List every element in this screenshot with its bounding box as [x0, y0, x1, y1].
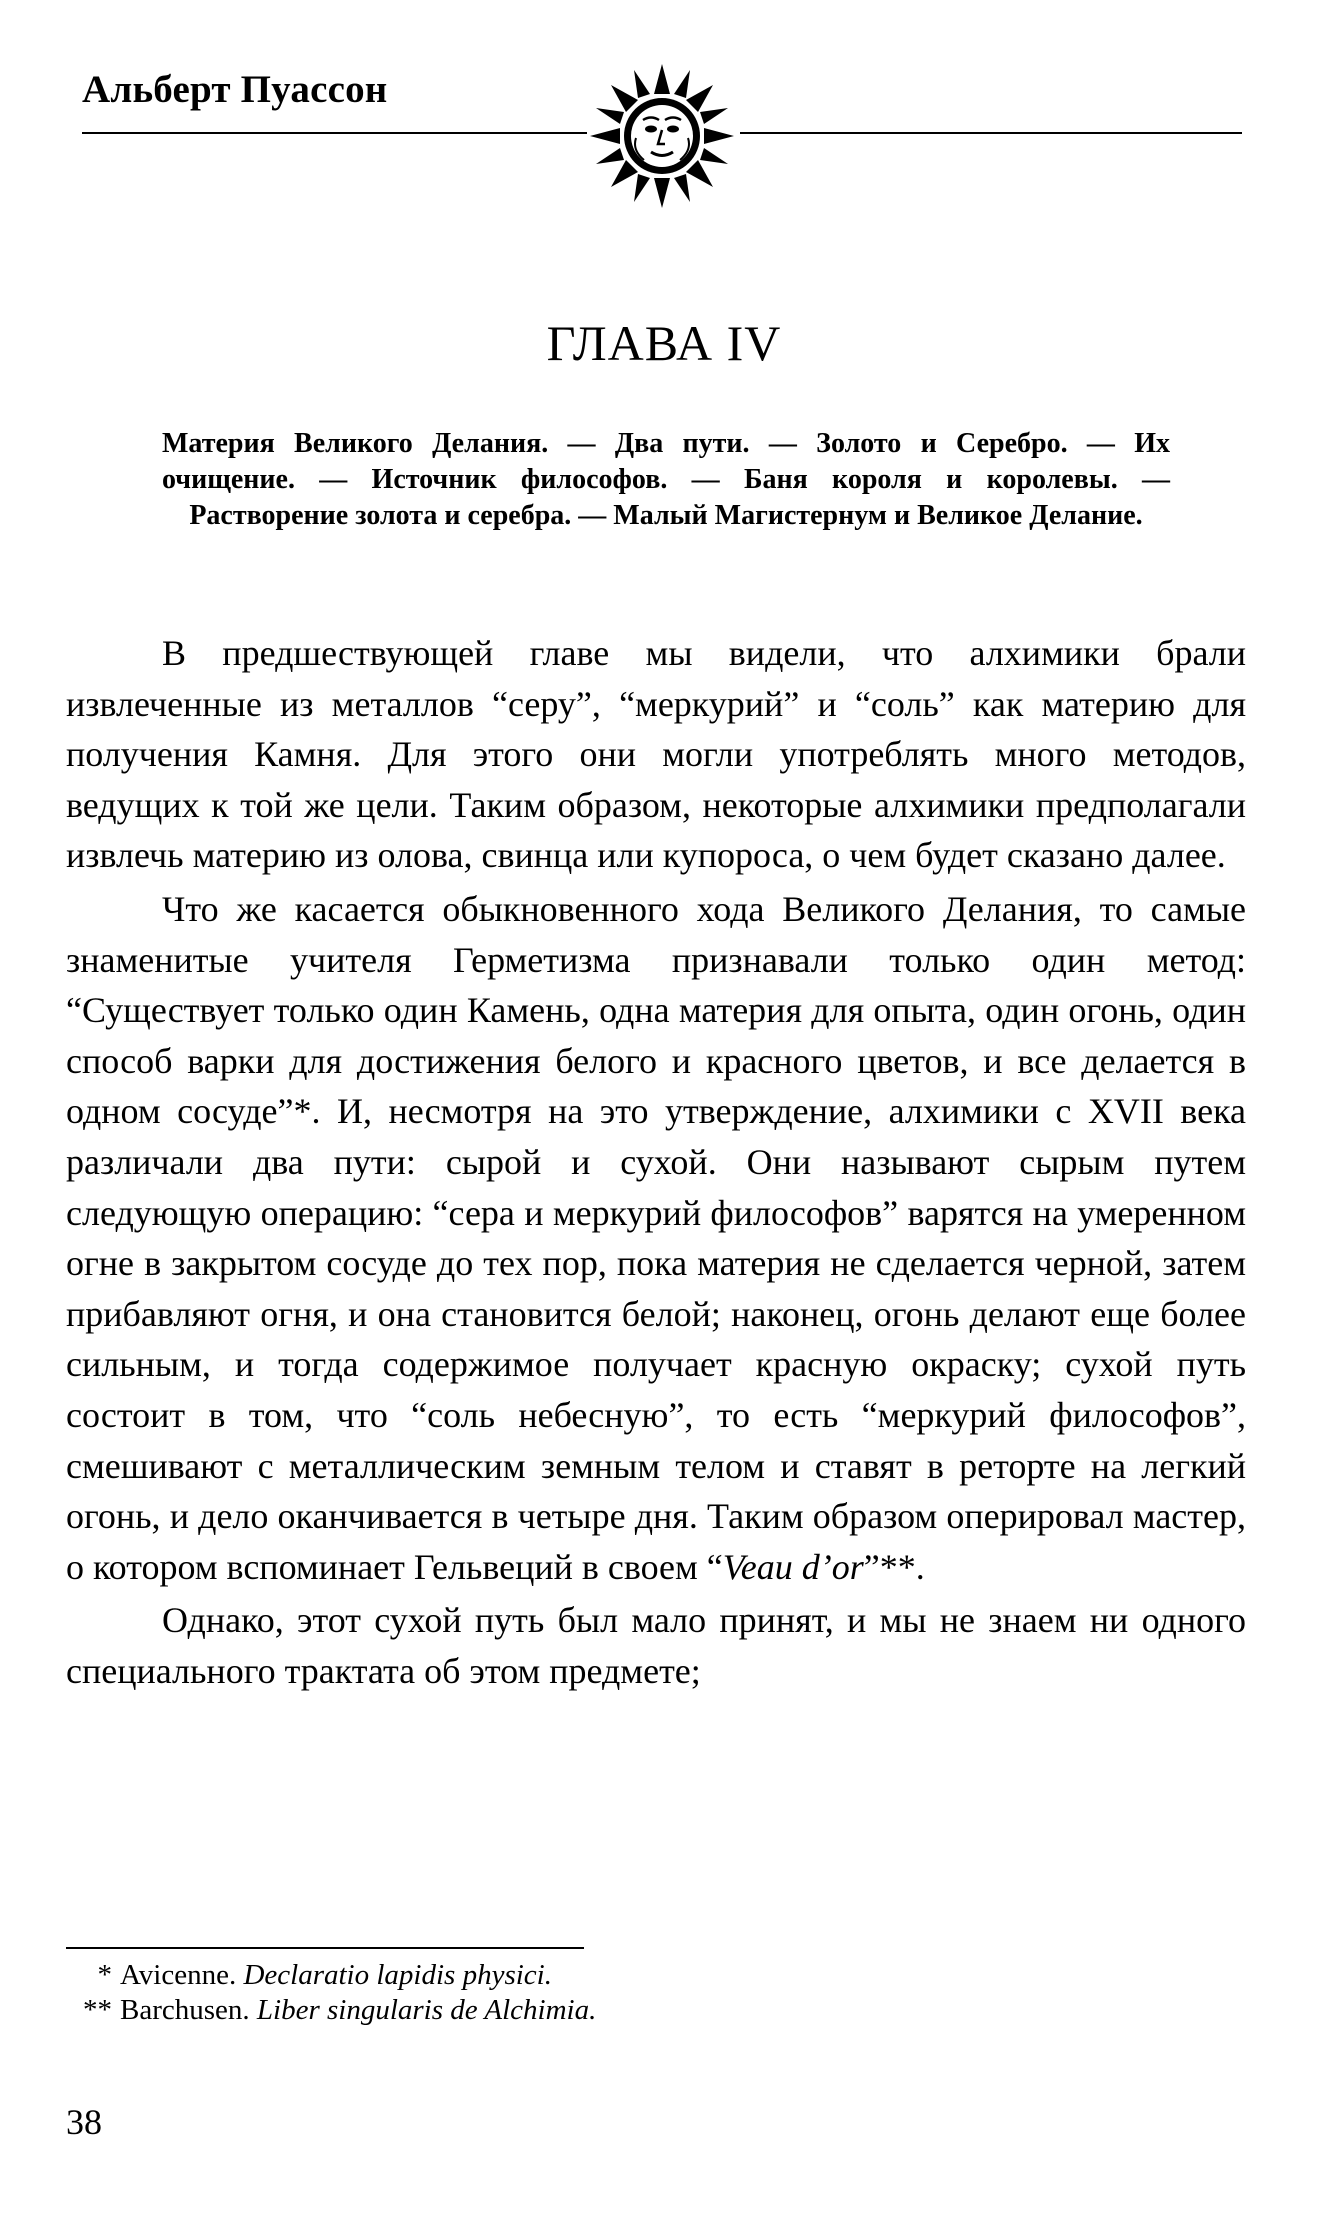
footnote-2 — [66, 1993, 596, 2028]
paragraph-2-ending: ”**. — [863, 1546, 925, 1587]
header-rule-right — [740, 132, 1242, 134]
footnote-rule — [66, 1947, 584, 1949]
paragraph-1: В предшествующей главе мы видели, что алхимики брали извлеченные из металлов “серу”, “меркурий” и “соль” как материю для получения Камня. Для этого они могли употреблять много методов, ведущих к той же цели. Таким образом, некоторые алхимики предполагали извлечь материю из олова, свинца или купороса, о чем будет сказано далее. — [66, 633, 1246, 876]
running-head-author: Альберт Пуассон — [82, 68, 388, 111]
page-number: 38 — [66, 2102, 102, 2142]
footnote-author: Barchusen. — [120, 1994, 250, 2026]
paragraph-2-book-title: Veau d’or — [722, 1546, 864, 1587]
chapter-summary: Материя Великого Делания. — Два пути. — Золото и Серебро. — Их очищение. — Источник философов. — Баня короля и королевы. — Растворение золота и серебра. — Малый Магистернум и Великое Делание. — [162, 428, 1170, 531]
footnote-title: Declaratio lapidis physici. — [243, 1959, 552, 1991]
header-rule-left — [82, 132, 587, 134]
paragraph-2 — [66, 884, 1246, 1592]
paragraph-3: Однако, этот сухой путь был мало принят, и мы не знаем ни одного специального трактата об этом предмете; — [66, 1600, 1246, 1691]
body-text — [66, 628, 1246, 1696]
footnote-marker: ** — [83, 1994, 112, 2026]
chapter-title: ГЛАВА IV — [546, 315, 782, 371]
sun-face-emblem-icon — [588, 62, 736, 210]
footnote-1 — [66, 1958, 596, 1993]
footnote-author: Avicenne. — [120, 1959, 237, 1991]
paragraph-2-text: Что же касается обыкновенного хода Великого Делания, то самые знаменитые учителя Герметизма признавали только один метод: “Существует только один Камень, одна материя для опыта, один огонь, один способ варки для достижения белого и красного цветов, и все делается в одном сосуде”*. И, несмотря на это утверждение, алхимики с XVII века различали два пути: сырой и сухой. Они называют сырым путем следующую операцию: “сера и меркурий философов” варятся на умеренном огне в закрытом сосуде до тех пор, пока материя не сделается черной, затем прибавляют огня, и она становится белой; наконец, огонь делают еще более сильным, и тогда содержимое получает красную окраску; сухой путь состоит в том, что “соль небесную”, то есть “меркурий философов”, смешивают с металлическим земным телом и ставят в реторте на легкий огонь, и дело оканчивается в четыре дня. Таким образом оперировал мастер, о котором вспоминает Гельвеций в своем “ — [66, 888, 1246, 1587]
footnote-marker: * — [97, 1959, 112, 1991]
footnotes — [66, 1958, 596, 2028]
footnote-title: Liber singularis de Alchimia. — [256, 1994, 597, 2026]
